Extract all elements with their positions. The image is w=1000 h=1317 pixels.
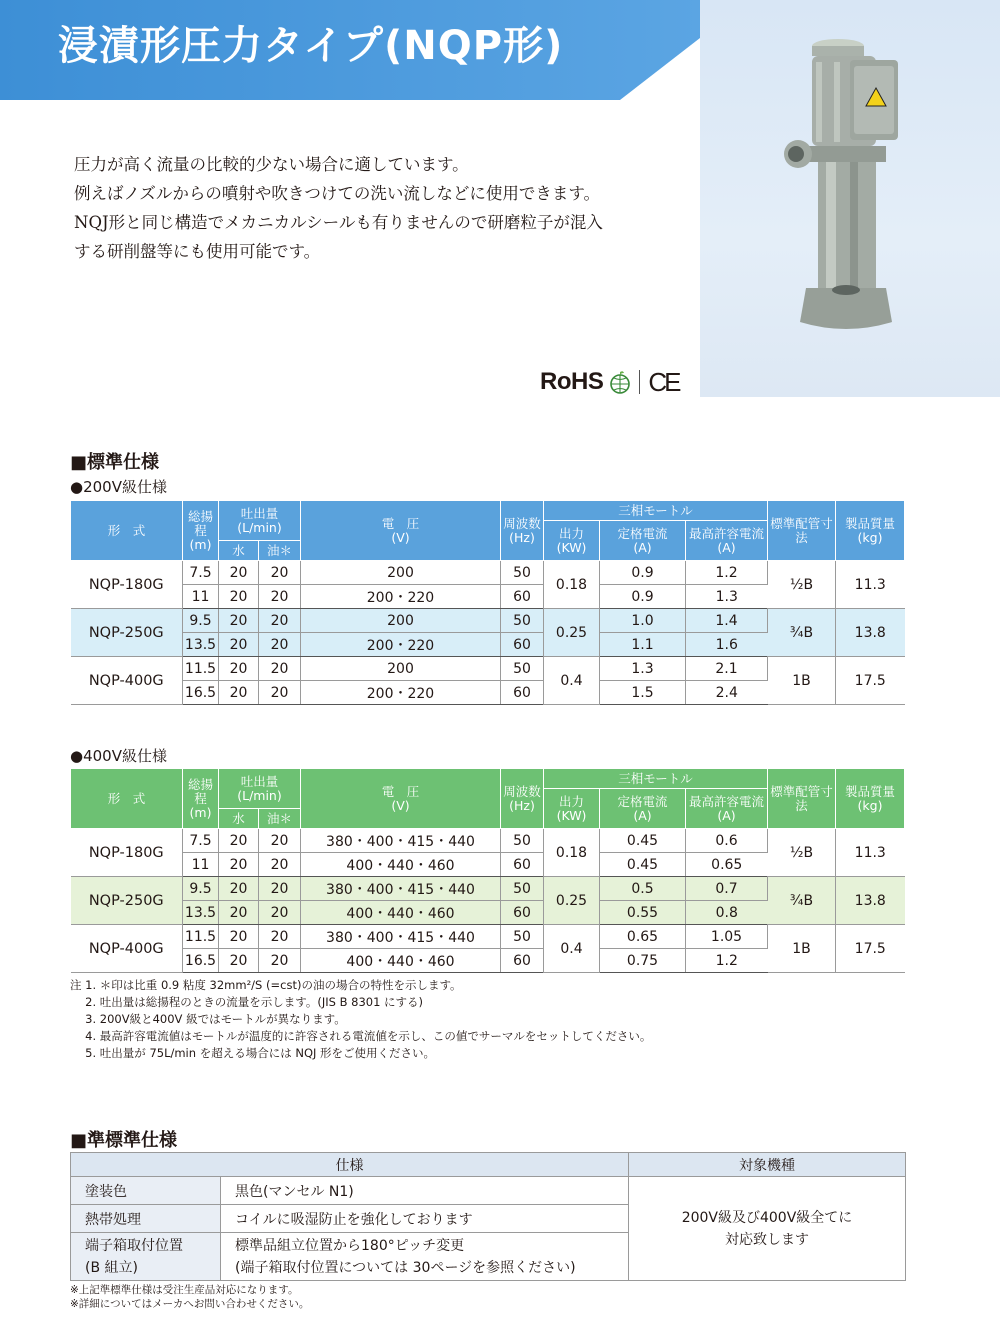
intro-line: 例えばノズルからの噴射や吹きつけての洗い流しなどに使用できます。 (74, 184, 601, 203)
header-weight: 製品質量 (kg) (836, 501, 905, 561)
pipe-size-cell: 1B (768, 925, 836, 973)
head-cell: 13.5 (183, 901, 219, 925)
oil-cell: 20 (259, 877, 301, 901)
header-output: 出力 (KW) (544, 789, 600, 829)
note-line: 4. 最高許容電流値はモートルが温度的に許容される電流値を示し、この値でサーマルをセットしてください。 (70, 1029, 652, 1043)
spec200-title: ●200V級仕様 (70, 478, 167, 496)
head-cell: 7.5 (183, 829, 219, 853)
max-current-cell: 1.4 (686, 609, 768, 633)
model-cell: NQP-250G (71, 877, 183, 925)
header-head: 総揚程 (m) (183, 501, 219, 561)
semi-row-value: 黒色(マンセル N1) (221, 1177, 629, 1205)
voltage-cell: 200 (301, 561, 501, 585)
frequency-cell: 50 (501, 925, 544, 949)
pipe-size-cell: ¾B (768, 877, 836, 925)
header-pipe: 標準配管寸法 (768, 769, 836, 829)
head-cell: 11 (183, 585, 219, 609)
rated-current-cell: 0.75 (600, 949, 686, 973)
table-row (71, 657, 905, 681)
water-cell: 20 (219, 925, 259, 949)
rated-current-cell: 1.5 (600, 681, 686, 705)
head-cell: 16.5 (183, 949, 219, 973)
max-current-cell: 1.6 (686, 633, 768, 657)
head-cell: 16.5 (183, 681, 219, 705)
output-cell: 0.25 (544, 877, 600, 925)
voltage-cell: 200 (301, 609, 501, 633)
head-cell: 11 (183, 853, 219, 877)
frequency-cell: 50 (501, 829, 544, 853)
spec-table-400v-body (71, 829, 905, 973)
max-current-cell: 1.2 (686, 949, 768, 973)
oil-cell: 20 (259, 853, 301, 877)
output-cell: 0.25 (544, 609, 600, 657)
header-frequency: 周波数 (Hz) (501, 769, 544, 829)
max-current-cell: 1.05 (686, 925, 768, 949)
header-frequency: 周波数 (Hz) (501, 501, 544, 561)
water-cell: 20 (219, 681, 259, 705)
header-rated-current: 定格電流 (A) (600, 789, 686, 829)
frequency-cell: 60 (501, 853, 544, 877)
oil-cell: 20 (259, 681, 301, 705)
max-current-cell: 1.2 (686, 561, 768, 585)
intro-text (74, 150, 603, 266)
output-cell: 0.4 (544, 925, 600, 973)
head-cell: 11.5 (183, 925, 219, 949)
intro-line: する研削盤等にも使用可能です。 (74, 242, 321, 261)
note-line: 注 1. ＊印は比重 0.9 粘度 32mm²/S (=cst)の油の場合の特性を示します。 (70, 978, 462, 992)
oil-cell: 20 (259, 609, 301, 633)
oil-cell: 20 (259, 901, 301, 925)
water-cell: 20 (219, 561, 259, 585)
max-current-cell: 0.65 (686, 853, 768, 877)
table-row (71, 609, 905, 633)
header-water: 水 (219, 541, 259, 561)
table-row (71, 925, 905, 949)
footer-line: ※詳細についてはメーカへお問い合わせください。 (70, 1298, 310, 1310)
intro-line: 圧力が高く流量の比較的少ない場合に適しています。 (74, 155, 469, 174)
water-cell: 20 (219, 901, 259, 925)
water-cell: 20 (219, 657, 259, 681)
model-cell: NQP-250G (71, 609, 183, 657)
head-cell: 11.5 (183, 657, 219, 681)
max-current-cell: 2.4 (686, 681, 768, 705)
frequency-cell: 60 (501, 585, 544, 609)
weight-cell: 13.8 (836, 609, 905, 657)
header-water: 水 (219, 809, 259, 829)
product-photo (700, 0, 1000, 397)
weight-cell: 17.5 (836, 925, 905, 973)
frequency-cell: 60 (501, 949, 544, 973)
semi-standard-table (70, 1152, 906, 1281)
footer-line: ※上記準標準仕様は受注生産品対応になります。 (70, 1284, 299, 1296)
header-max-current: 最高許容電流 (A) (686, 521, 768, 561)
max-current-cell: 0.8 (686, 901, 768, 925)
header-discharge: 吐出量 (L/min) (219, 769, 301, 809)
water-cell: 20 (219, 609, 259, 633)
head-cell: 9.5 (183, 609, 219, 633)
footer-notes (70, 1283, 309, 1311)
max-current-cell: 0.7 (686, 877, 768, 901)
frequency-cell: 60 (501, 633, 544, 657)
table-row (71, 877, 905, 901)
table-row (71, 829, 905, 853)
water-cell: 20 (219, 853, 259, 877)
model-cell: NQP-400G (71, 657, 183, 705)
header-model: 形 式 (71, 501, 183, 561)
ce-mark: CE (648, 366, 679, 397)
water-cell: 20 (219, 585, 259, 609)
semi-row-label: 端子箱取付位置 (B 組立) (71, 1233, 221, 1281)
rated-current-cell: 0.9 (600, 561, 686, 585)
max-current-cell: 0.6 (686, 829, 768, 853)
oil-cell: 20 (259, 925, 301, 949)
table-row (71, 561, 905, 585)
rated-current-cell: 0.5 (600, 877, 686, 901)
rated-current-cell: 1.1 (600, 633, 686, 657)
oil-cell: 20 (259, 657, 301, 681)
spec-table-400v (70, 768, 905, 973)
max-current-cell: 2.1 (686, 657, 768, 681)
voltage-cell: 200 (301, 657, 501, 681)
water-cell: 20 (219, 877, 259, 901)
pipe-size-cell: ½B (768, 829, 836, 877)
model-cell: NQP-180G (71, 561, 183, 609)
voltage-cell: 400・440・460 (301, 901, 501, 925)
note-line: 5. 吐出量が 75L/min を超える場合には NQJ 形をご使用ください。 (70, 1046, 436, 1060)
header-motor: 三相モートル (544, 501, 768, 521)
oil-cell: 20 (259, 585, 301, 609)
model-cell: NQP-400G (71, 925, 183, 973)
rohs-mark: RoHS (540, 368, 604, 395)
header-max-current: 最高許容電流 (A) (686, 789, 768, 829)
spec-table-200v (70, 500, 905, 705)
head-cell: 7.5 (183, 561, 219, 585)
voltage-cell: 400・440・460 (301, 949, 501, 973)
frequency-cell: 50 (501, 561, 544, 585)
oil-cell: 20 (259, 633, 301, 657)
spec400-title: ●400V級仕様 (70, 747, 167, 765)
output-cell: 0.4 (544, 657, 600, 705)
voltage-cell: 400・440・460 (301, 853, 501, 877)
water-cell: 20 (219, 633, 259, 657)
voltage-cell: 380・400・415・440 (301, 925, 501, 949)
frequency-cell: 60 (501, 901, 544, 925)
semi-header-target: 対象機種 (629, 1153, 906, 1177)
semi-header-spec: 仕様 (71, 1153, 629, 1177)
certification-marks (540, 365, 678, 399)
voltage-cell: 380・400・415・440 (301, 877, 501, 901)
header-discharge: 吐出量 (L/min) (219, 501, 301, 541)
header-weight: 製品質量 (kg) (836, 769, 905, 829)
frequency-cell: 60 (501, 681, 544, 705)
header-oil: 油＊ (259, 809, 301, 829)
rated-current-cell: 0.45 (600, 829, 686, 853)
voltage-cell: 200・220 (301, 633, 501, 657)
cert-divider (639, 370, 640, 394)
oil-cell: 20 (259, 829, 301, 853)
pipe-size-cell: ¾B (768, 609, 836, 657)
output-cell: 0.18 (544, 829, 600, 877)
pipe-size-cell: ½B (768, 561, 836, 609)
header-pipe: 標準配管寸法 (768, 501, 836, 561)
page-title: 浸漬形圧力タイプ(NQP形) (58, 23, 564, 69)
frequency-cell: 50 (501, 657, 544, 681)
weight-cell: 17.5 (836, 657, 905, 705)
pipe-size-cell: 1B (768, 657, 836, 705)
header-voltage: 電 圧 (V) (301, 769, 501, 829)
section-semi-title: ■準標準仕様 (70, 1130, 178, 1151)
head-cell: 13.5 (183, 633, 219, 657)
section-standard-title: ■標準仕様 (70, 452, 160, 473)
weight-cell: 13.8 (836, 877, 905, 925)
rated-current-cell: 0.9 (600, 585, 686, 609)
globe-icon (609, 370, 631, 394)
rated-current-cell: 0.65 (600, 925, 686, 949)
max-current-cell: 1.3 (686, 585, 768, 609)
rated-current-cell: 1.3 (600, 657, 686, 681)
intro-line: NQJ形と同じ構造でメカニカルシールも有りませんので研磨粒子が混入 (74, 213, 603, 232)
semi-row-value: 標準品組立位置から180°ピッチ変更 (端子箱取付位置については 30ページを参照ください) (221, 1233, 629, 1281)
rated-current-cell: 1.0 (600, 609, 686, 633)
header-oil: 油＊ (259, 541, 301, 561)
oil-cell: 20 (259, 561, 301, 585)
voltage-cell: 380・400・415・440 (301, 829, 501, 853)
header-motor: 三相モートル (544, 769, 768, 789)
pump-illustration (700, 0, 1000, 397)
rated-current-cell: 0.55 (600, 901, 686, 925)
voltage-cell: 200・220 (301, 585, 501, 609)
notes (70, 977, 651, 1062)
semi-row-label: 熱帯処理 (71, 1205, 221, 1233)
header-voltage: 電 圧 (V) (301, 501, 501, 561)
rated-current-cell: 0.45 (600, 853, 686, 877)
model-cell: NQP-180G (71, 829, 183, 877)
semi-target: 200V級及び400V級全てに 対応致します (629, 1177, 906, 1281)
head-cell: 9.5 (183, 877, 219, 901)
frequency-cell: 50 (501, 609, 544, 633)
voltage-cell: 200・220 (301, 681, 501, 705)
header-head: 総揚程 (m) (183, 769, 219, 829)
semi-row-value: コイルに吸湿防止を強化しております (221, 1205, 629, 1233)
water-cell: 20 (219, 949, 259, 973)
oil-cell: 20 (259, 949, 301, 973)
semi-row-label: 塗装色 (71, 1177, 221, 1205)
weight-cell: 11.3 (836, 561, 905, 609)
weight-cell: 11.3 (836, 829, 905, 877)
header-output: 出力 (KW) (544, 521, 600, 561)
note-line: 2. 吐出量は総揚程のときの流量を示します。(JIS B 8301 にする) (70, 995, 424, 1009)
output-cell: 0.18 (544, 561, 600, 609)
frequency-cell: 50 (501, 877, 544, 901)
header-rated-current: 定格電流 (A) (600, 521, 686, 561)
header-model: 形 式 (71, 769, 183, 829)
note-line: 3. 200V級と400V 級ではモートルが異なります。 (70, 1012, 346, 1026)
water-cell: 20 (219, 829, 259, 853)
spec-table-200v-body (71, 561, 905, 705)
